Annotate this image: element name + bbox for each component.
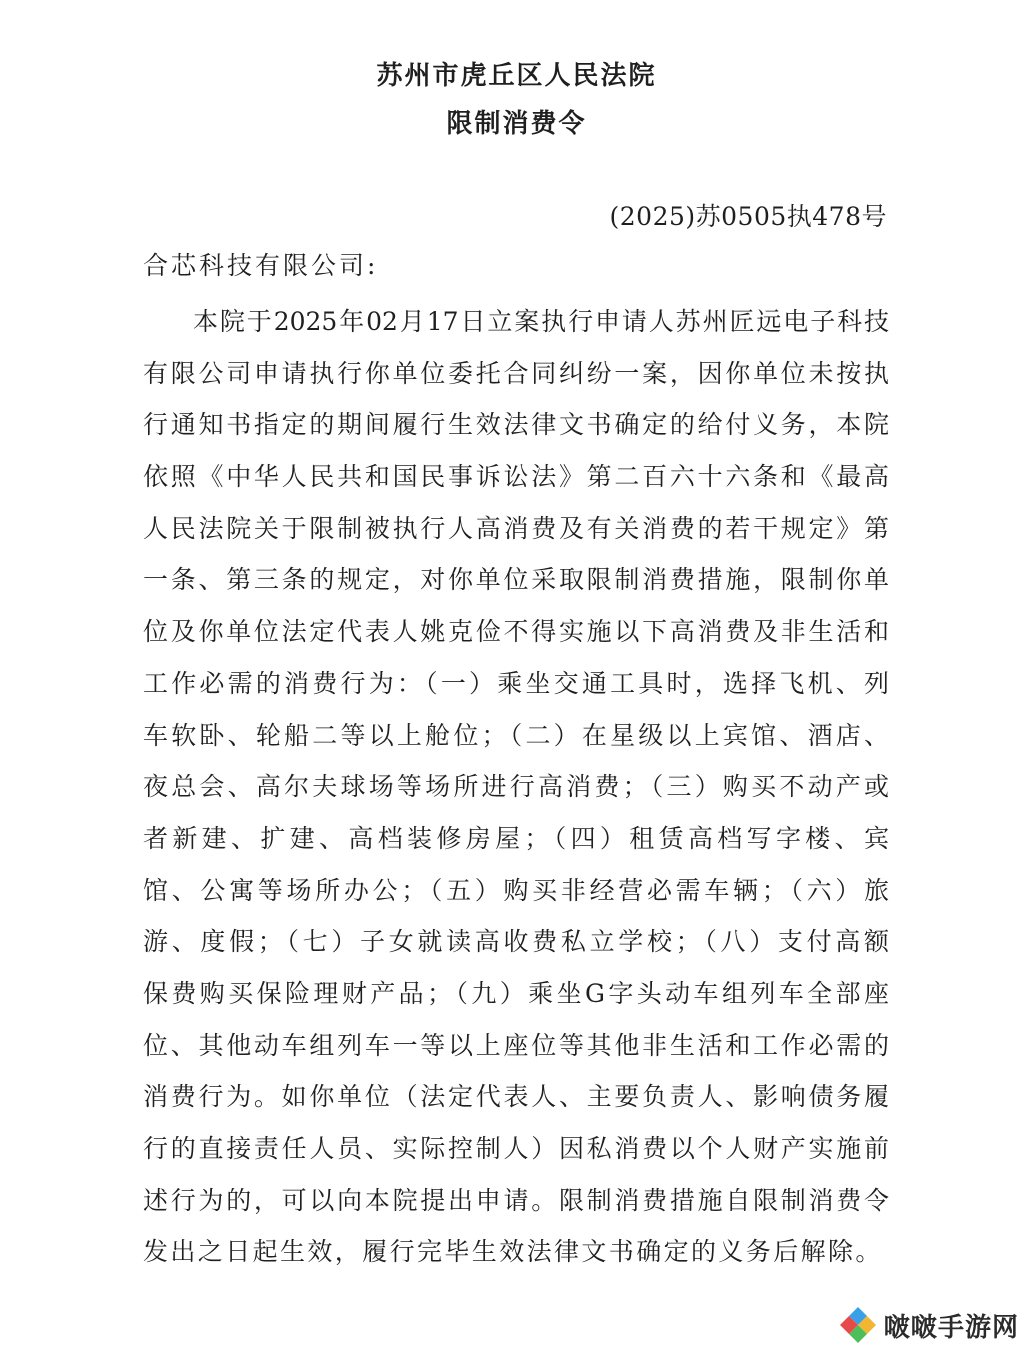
body-line: 消费行为。如你单位（法定代表人、主要负责人、影响债务履 <box>143 1082 889 1112</box>
body-line: 馆、公寓等场所办公；（五）购买非经营必需车辆；（六）旅 <box>143 875 889 905</box>
body-line: 一条、第三条的规定，对你单位采取限制消费措施，限制你单 <box>143 565 889 595</box>
body-line: 有限公司申请执行你单位委托合同纠纷一案，因你单位未按执 <box>143 358 889 388</box>
body-line: 者新建、扩建、高档装修房屋；（四）租赁高档写字楼、宾 <box>143 823 889 853</box>
body-line: 车软卧、轮船二等以上舱位；（二）在星级以上宾馆、酒店、 <box>143 720 889 750</box>
body-line: 工作必需的消费行为：（一）乘坐交通工具时，选择飞机、列 <box>143 668 889 698</box>
body-line: 本院于2025年02月17日立案执行申请人苏州匠远电子科技 <box>193 307 889 336</box>
diamond-logo-icon <box>838 1305 878 1345</box>
body-line: 位、其他动车组列车一等以上座位等其他非生活和工作必需的 <box>143 1030 889 1060</box>
body-line: 人民法院关于限制被执行人高消费及有关消费的若干规定》第 <box>143 513 889 543</box>
body-line: 位及你单位法定代表人姚克俭不得实施以下高消费及非生活和 <box>143 617 889 647</box>
addressee: 合芯科技有限公司: <box>143 251 379 280</box>
body-line: 游、度假；（七）子女就读高收费私立学校；（八）支付高额 <box>143 927 889 957</box>
body-line: 述行为的，可以向本院提出申请。限制消费措施自限制消费令 <box>143 1185 889 1215</box>
body-line: 夜总会、高尔夫球场等场所进行高消费；（三）购买不动产或 <box>143 772 889 802</box>
body-line: 保费购买保险理财产品；（九）乘坐G字头动车组列车全部座 <box>143 978 889 1008</box>
watermark <box>834 1303 1023 1347</box>
body-line: 行通知书指定的期间履行生效法律文书确定的给付义务，本院 <box>143 410 889 440</box>
body-paragraph <box>143 296 889 1278</box>
case-number: (2025)苏0505执478号 <box>609 202 887 231</box>
court-name: 苏州市虎丘区人民法院 <box>376 61 657 91</box>
body-line: 依照《中华人民共和国民事诉讼法》第二百六十六条和《最高 <box>143 462 889 492</box>
body-line: 行的直接责任人员、实际控制人）因私消费以个人财产实施前 <box>143 1134 889 1163</box>
body-line: 发出之日起生效，履行完毕生效法律文书确定的义务后解除。 <box>143 1237 883 1267</box>
watermark-text: 啵啵手游网 <box>883 1312 1019 1343</box>
doc-title: 限制消费令 <box>446 109 587 139</box>
